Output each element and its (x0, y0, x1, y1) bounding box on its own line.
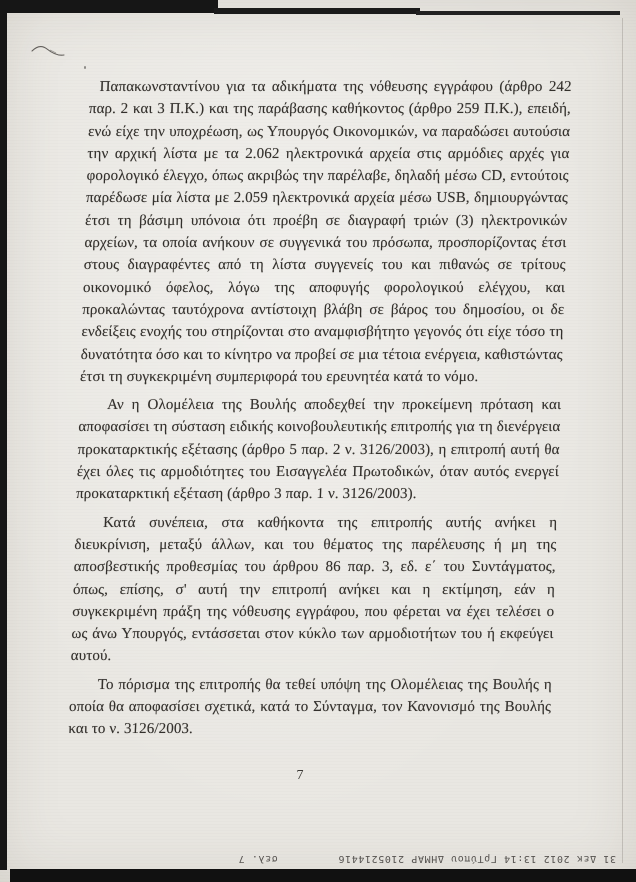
paragraph-2: Αν η Ολομέλεια της Βουλής αποδεχθεί την προκείμενη πρόταση και αποφασίσει τη σύσταση ειδικής κοινοβουλευτικής επιτροπής για τη διενέργεια προκαταρκτικής εξέτασης (άρθρο 5 παρ. 2 ν. 3126/2003), η επιτροπή αυτή θα έχει όλες τις αρμοδιότητες του Εισαγγελέα Πρωτοδικών, όταν αυτός ενεργεί προκαταρκτική εξέταση (άρθρο 3 παρ. 1 ν. 3126/2003). (75, 397, 562, 503)
scan-edge-left (0, 0, 7, 870)
fax-page-label: σελ. 7 (238, 853, 278, 864)
paragraph-4: Το πόρισμα της επιτροπής θα τεθεί υπόψη της Ολομέλειας της Βουλής η οποία θα αποφασίσει σχετικά, κατά το Σύνταγμα, τον Κανονισμό της Βουλής και το ν. 3126/2003. (68, 676, 553, 738)
pen-squiggle-mark (30, 42, 68, 62)
scan-edge-top-taper (214, 8, 420, 14)
document-body (68, 76, 572, 747)
scan-edge-bottom (10, 869, 636, 882)
fax-header-text: 31 Δεκ 2012 13:14 ΓρΤύπου ΔΗΜΑΡ 2105214416 (337, 853, 616, 864)
paragraph-1: Παπακωνσταντίνου για τα αδικήματα της νόθευσης εγγράφου (άρθρο 242 παρ. 2 και 3 Π.Κ.) και της παράβασης καθήκοντος (άρθρο 259 Π.Κ.), επειδή, ενώ είχε την υποχρέωση, ως Υπουργός Οικονομικών, να παραδώσει αυτούσια την αρχική λίστα με τα 2.062 ηλεκτρονικά αρχεία στις αρμόδιες αρχές για φορολογικό έλεγχο, όπως ακριβώς την παρέλαβε, δηλαδή μέσω CD, εντούτοις παρέδωσε μία λίστα με 2.059 ηλεκτρονικά αρχεία μέσω USB, δημιουργώντας έτσι τη βάσιμη υπόνοια ότι προέβη σε διαγραφή τριών (3) ηλεκτρονικών αρχείων, τα οποία ανήκουν σε συγγενικά του πρόσωπα, προσπορίζοντας έτσι στους διαγραφέντες από τη λίστα συγγενείς του και πιθανώς σε τρίτους οικονομικό όφελος, λόγω της αποφυγής φορολογικού ελέγχου, και προκαλώντας ταυτόχρονα αντίστοιχη βλάβη σε βάρος του δημοσίου, οι δε ενδείξεις ενοχής του στηρίζονται στο αναμφισβήτητο γεγονός ότι είχε τόσο τη δυνατότητα όσο και το κίνητρο να προβεί σε μια τέτοια ενέργεια, καθιστώντας έτσι τη συγκεκριμένη συμπεριφορά του ερευνητέα κατά το νόμο. (79, 79, 572, 385)
scan-edge-top-line (416, 11, 620, 15)
scan-edge-top (0, 0, 218, 13)
ink-speck (84, 66, 86, 69)
paper-crease-line (622, 18, 623, 863)
page-number: 7 (296, 768, 304, 783)
paragraph-3: Κατά συνέπεια, στα καθήκοντα της επιτροπής αυτής ανήκει η διευκρίνιση, μεταξύ άλλων, και του θέματος της παρέλευσης ή μη της αποσβεστικής προθεσμίας του άρθρου 86 παρ. 3, εδ. ε΄ του Συντάγματος, όπως, επίσης, σ' αυτή την επιτροπή ανήκει και η εκτίμηση, εάν η συγκεκριμένη πράξη της νόθευσης εγγράφου, που φέρεται να έχει τελέσει ο ως άνω Υπουργός, εντάσσεται στον κύκλο των αρμοδιοτήτων του ή εκφεύγει αυτού. (70, 514, 558, 665)
fax-header-line (238, 851, 616, 866)
